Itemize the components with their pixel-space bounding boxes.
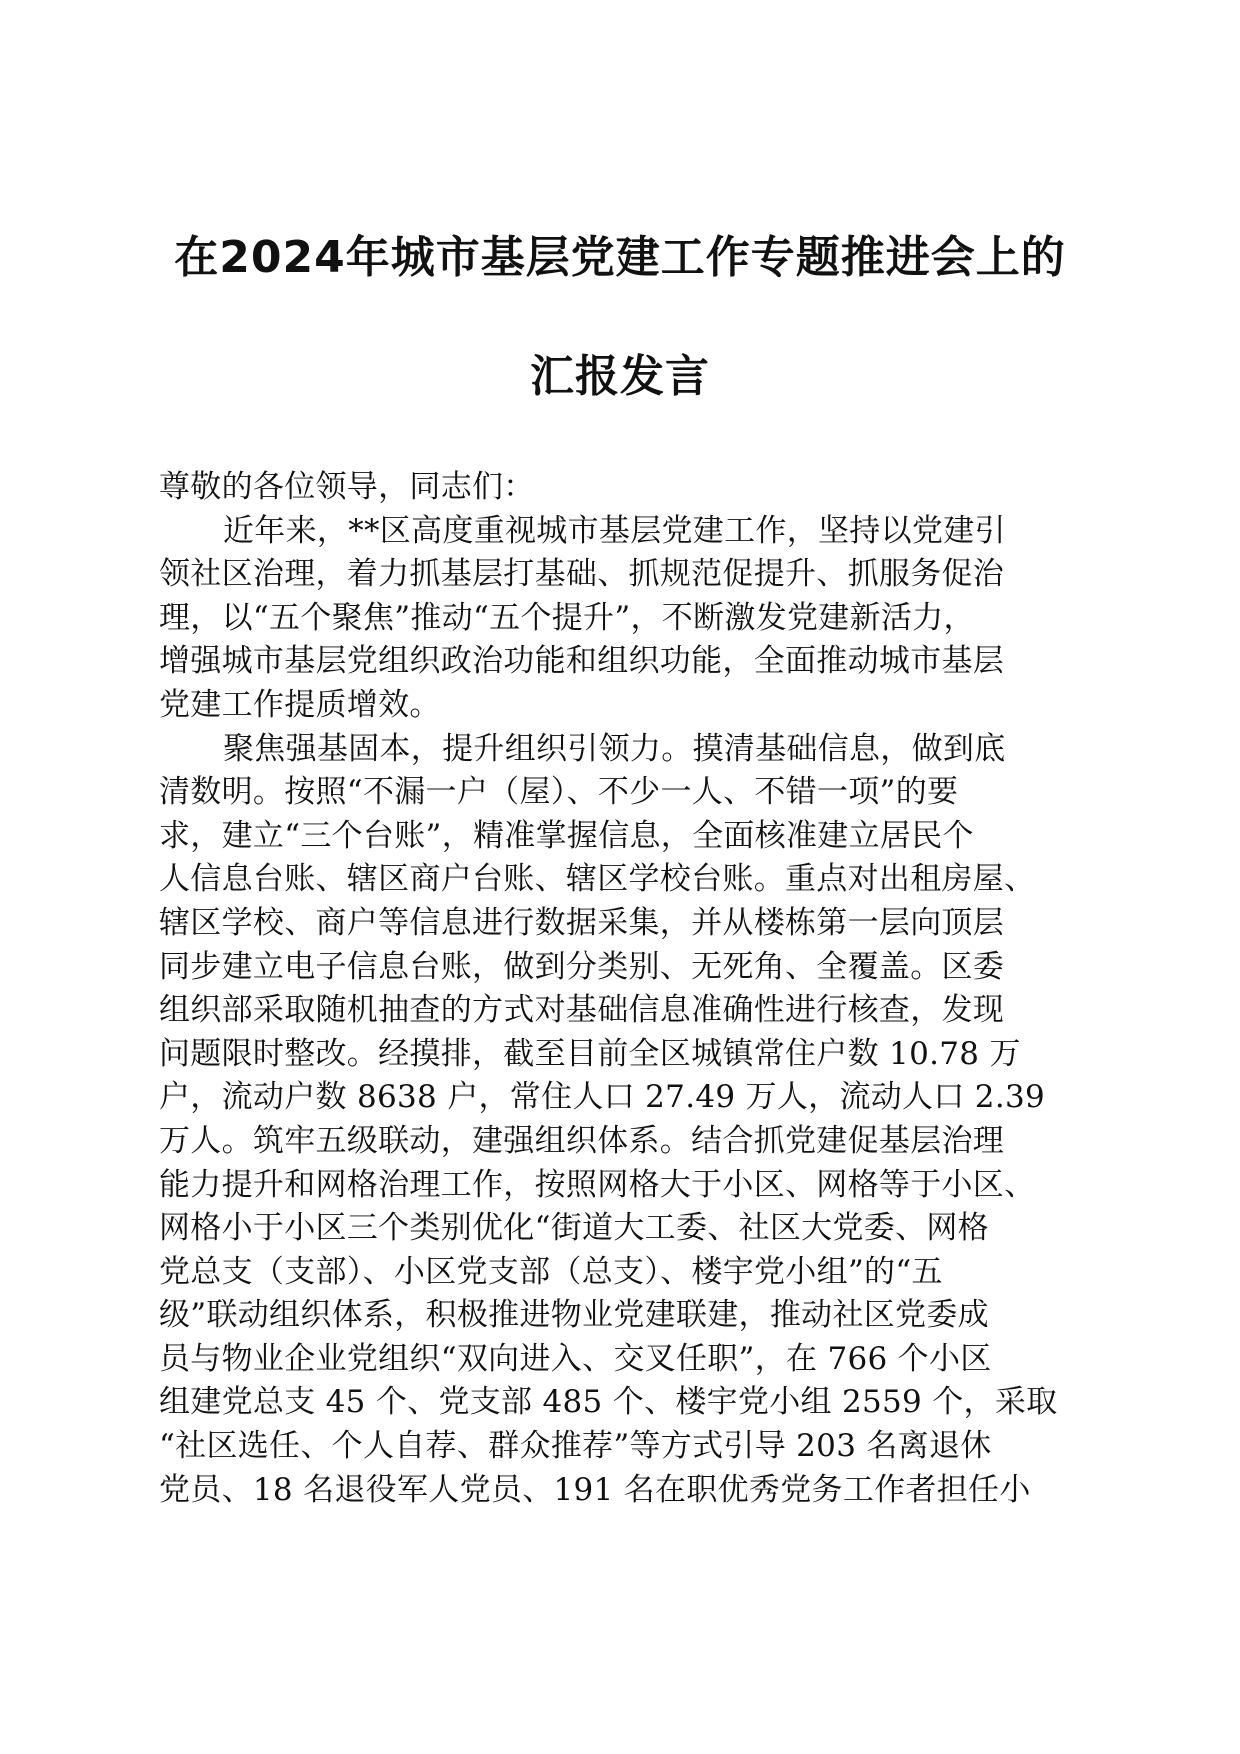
paragraph-2-line: 网格小于小区三个类别优化“街道大工委、社区大党委、网格 xyxy=(159,1210,989,1247)
paragraph-2-line: 同步建立电子信息台账，做到分类别、无死角、全覆盖。区委 xyxy=(159,948,1005,985)
paragraph-2-line: 员与物业企业党组织“双向进入、交叉任职”，在 766 个小区 xyxy=(159,1340,992,1377)
paragraph-1-line: 党建工作提质增效。 xyxy=(159,686,441,723)
paragraph-2-line: 辖区学校、商户等信息进行数据采集，并从楼栋第一层向顶层 xyxy=(159,904,1005,941)
document-title-line-1: 在2024年城市基层党建工作专题推进会上的 xyxy=(174,232,1066,283)
paragraph-2-line: 万人。筑牢五级联动，建强组织体系。结合抓党建促基层治理 xyxy=(159,1122,1005,1159)
paragraph-2-line: 清数明。按照“不漏一户（屋）、不少一人、不错一项”的要 xyxy=(159,774,959,811)
paragraph-2-line: 党总支（支部）、小区党支部（总支）、楼宇党小组”的“五 xyxy=(159,1253,943,1290)
paragraph-2-line: 组织部采取随机抽查的方式对基础信息准确性进行核查，发现 xyxy=(159,992,1005,1029)
salutation: 尊敬的各位领导，同志们： xyxy=(159,469,535,505)
paragraph-1-line: 增强城市基层党组织政治功能和组织功能，全面推动城市基层 xyxy=(159,643,1005,680)
paragraph-1-line: 理，以“五个聚焦”推动“五个提升”，不断激发党建新活力， xyxy=(159,599,975,636)
paragraph-2-line: 能力提升和网格治理工作，按照网格大于小区、网格等于小区、 xyxy=(159,1166,1036,1203)
paragraph-1-line: 近年来，**区高度重视城市基层党建工作，坚持以党建引 xyxy=(223,512,1006,549)
paragraph-2-line: 聚焦强基固本，提升组织引领力。摸清基础信息，做到底 xyxy=(223,730,1006,767)
paragraph-2-line: 求，建立“三个台账”，精准掌握信息，全面核准建立居民个 xyxy=(159,817,974,854)
paragraph-1-line: 领社区治理，着力抓基层打基础、抓规范促提升、抓服务促治 xyxy=(159,556,1005,593)
paragraph-2-line: 组建党总支 45 个、党支部 485 个、楼宇党小组 2559 个，采取 xyxy=(159,1384,1058,1421)
paragraph-2-line: 户，流动户数 8638 户，常住人口 27.49 万人，流动人口 2.39 xyxy=(159,1079,1046,1116)
document-body xyxy=(159,466,1084,1512)
paragraph-2-line: 党员、18 名退役军人党员、191 名在职优秀党务工作者担任小 xyxy=(159,1471,1031,1508)
paragraph-2-line: “社区选任、个人自荐、群众推荐”等方式引导 203 名离退休 xyxy=(159,1428,992,1465)
paragraph-2-line: 问题限时整改。经摸排，截至目前全区城镇常住户数 10.78 万 xyxy=(159,1035,1021,1072)
paragraph-2-line: 人信息台账、辖区商户台账、辖区学校台账。重点对出租房屋、 xyxy=(159,861,1036,898)
paragraph-2-line: 级”联动组织体系，积极推进物业党建联建，推动社区党委成 xyxy=(159,1297,989,1334)
document-title-line-2: 汇报发言 xyxy=(530,351,710,402)
